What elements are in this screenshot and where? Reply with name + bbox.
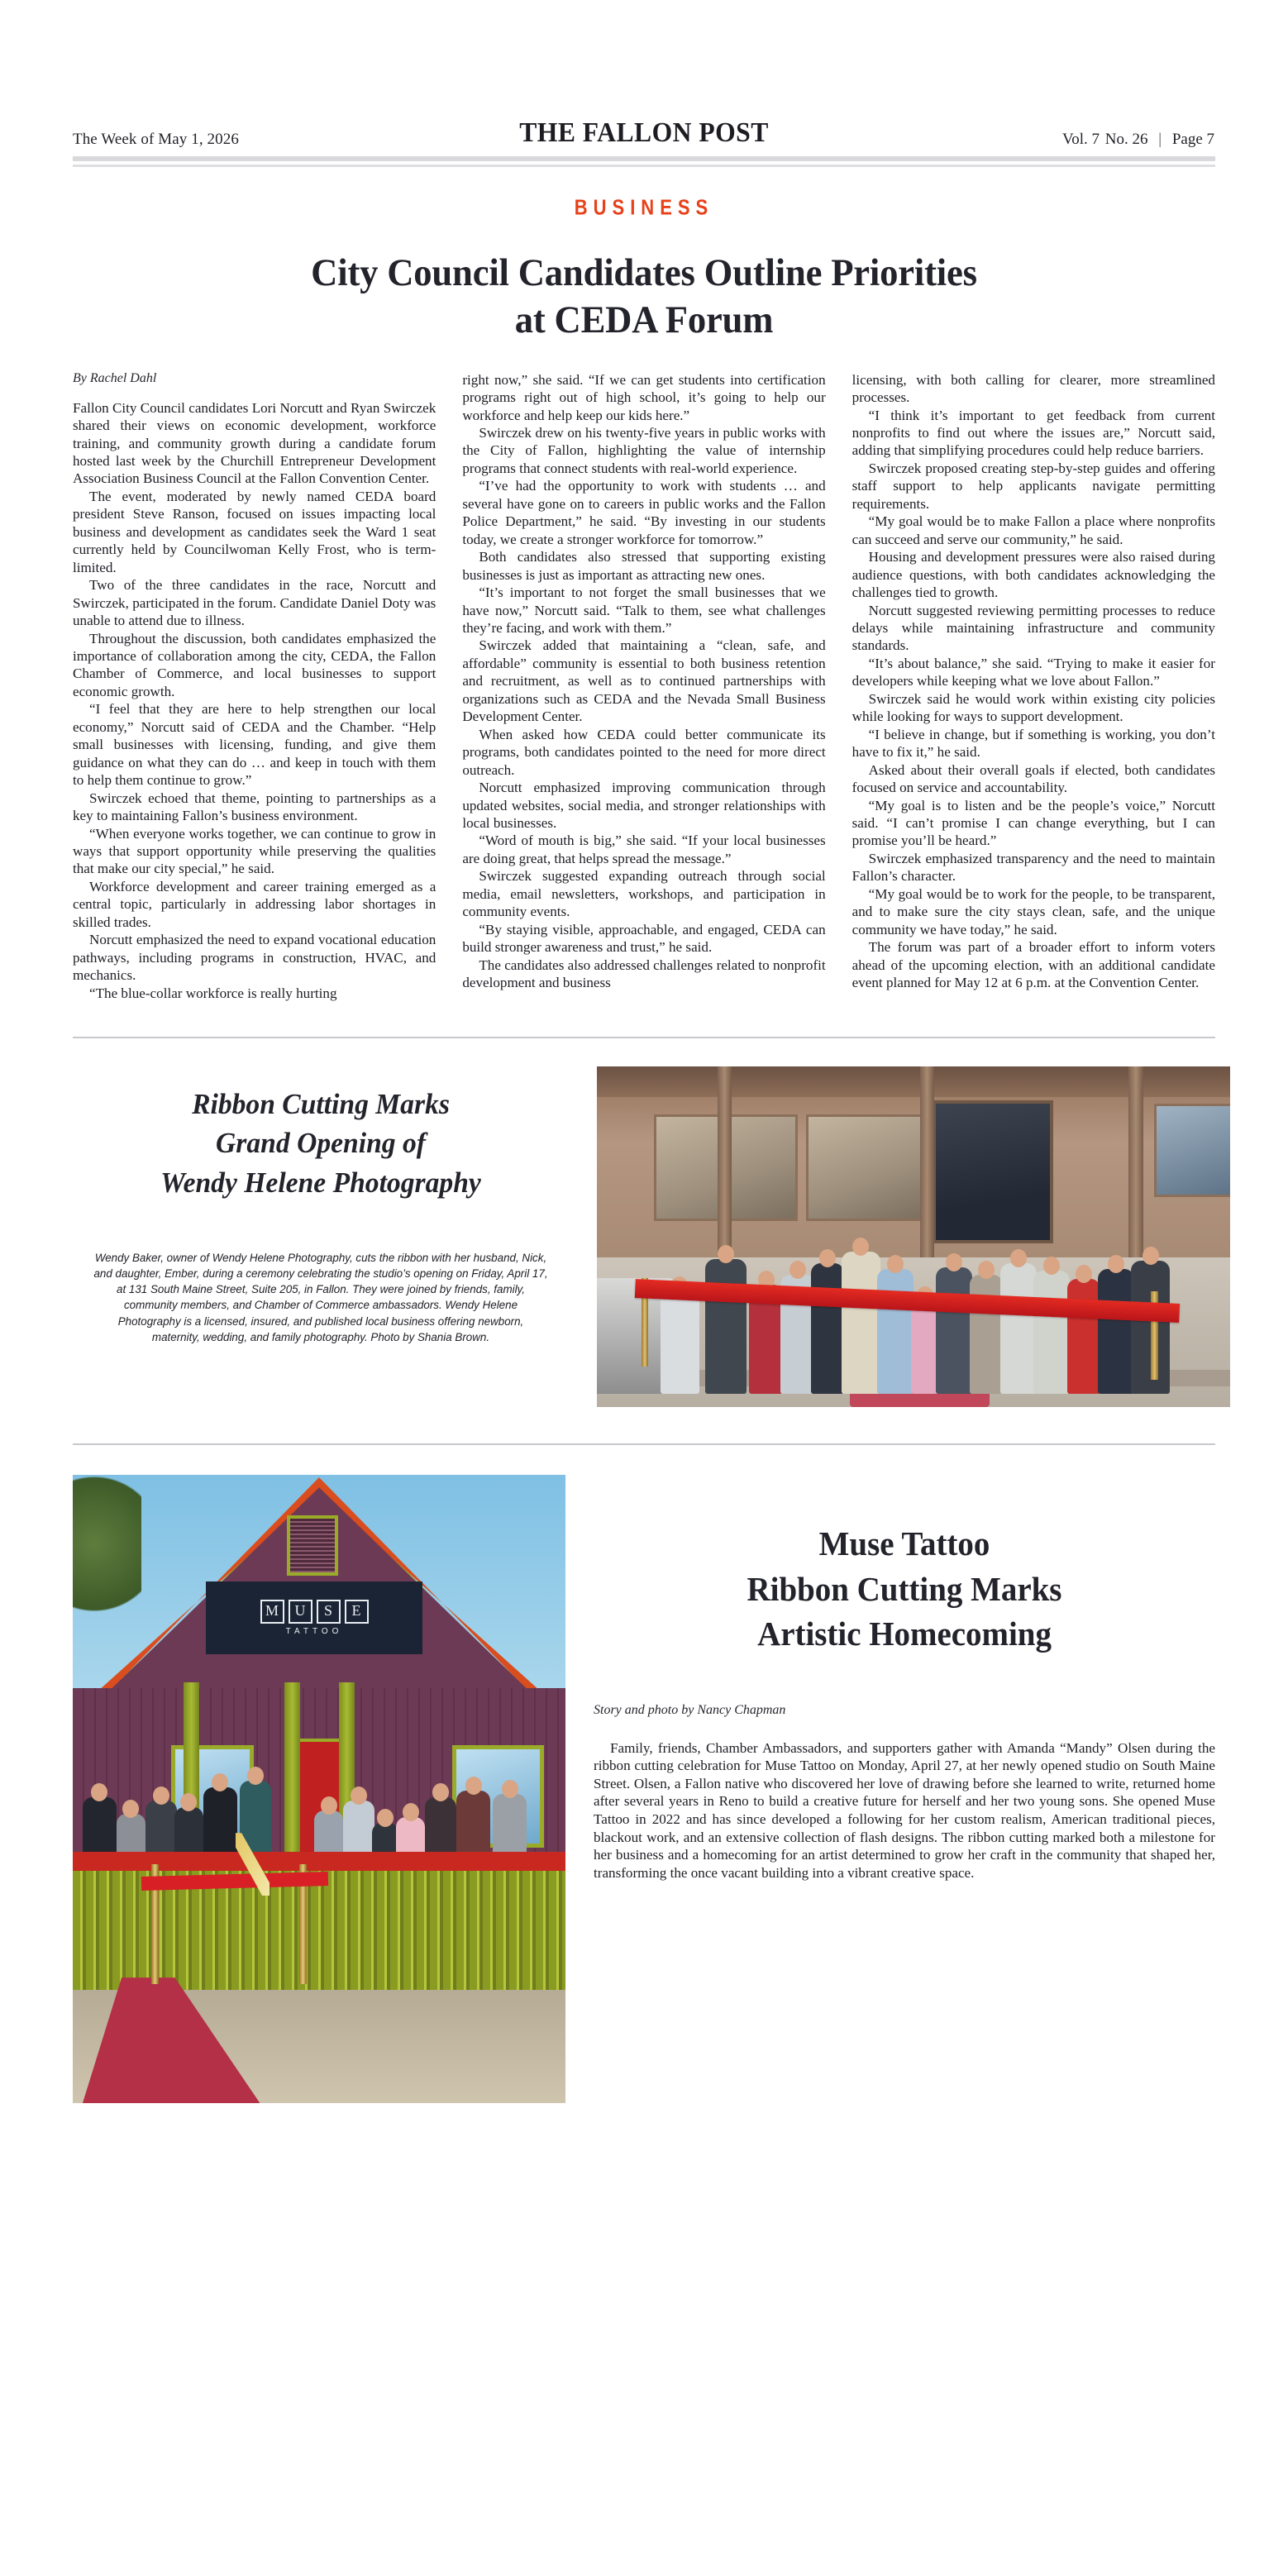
muse-body-paragraph: Family, friends, Chamber Ambassadors, and supporters gather with Amanda “Mandy” Olsen during the ribbon cutting celebration for Muse Tattoo on Monday, April 27, at her newly opened studio on South Maine Street. Olsen, a Fallon native who discovered her love of drawing before she learned to write, returned home after several years in Reno to build a creative future for herself and her two young sons. She opened Muse Tattoo in 2022 and has since developed a following for her custom realism, American traditional pieces, blackout work, and an extensive collection of flash designs. The ribbon cutting marked both a milestone for her business and a homecoming for an artist determined to grow her craft in the community that shaped her, transforming the once vacant building into a vibrant creative space. <box>594 1739 1215 1881</box>
photo-person <box>1067 1279 1100 1394</box>
paragraph: Swirczek drew on his twenty-five years in public works with the City of Fallon, highlighting the value of internship programs that connect students with real-world experience. <box>462 425 826 476</box>
paragraph: Asked about their overall goals if elected, both candidates focused on service and accountability. <box>852 761 1215 796</box>
muse-headline-line-2: Ribbon Cutting Marks <box>747 1569 1062 1608</box>
masthead-rule-thin <box>73 165 1215 167</box>
page-label: Page 7 <box>1171 131 1214 148</box>
main-article-columns <box>73 371 1215 1002</box>
wendy-helene-article <box>73 1066 1215 1407</box>
muse-sign-letter: U <box>289 1600 312 1624</box>
paragraph: “My goal is to listen and be the people’s voice,” Norcutt said. “I can’t promise I can change everything, but I can promise you’ll be heard.” <box>852 797 1215 849</box>
muse-sign-letter: M <box>260 1600 284 1624</box>
paragraph: “Word of mouth is big,” she said. “If your local businesses are doing great, that helps spread the message.” <box>462 832 826 866</box>
article-column-3 <box>852 371 1215 992</box>
photo-person <box>811 1263 844 1394</box>
photo-person <box>970 1275 1003 1393</box>
masthead <box>73 0 1215 149</box>
paragraph: Swirczek suggested expanding outreach through social media, email newsletters, workshops, and participation in community events. <box>462 868 826 920</box>
paragraph: Housing and development pressures were also raised during audience questions, with both candidates acknowledging the challenges tied to growth. <box>852 549 1215 601</box>
main-headline <box>102 250 1187 345</box>
paragraph: Swirczek added that maintaining a “clean, safe, and affordable” community is essential to both business retention and recruitment, as well as to continued partnerships with organizations such as CEDA and the Nevada Small Business Development Center. <box>462 637 826 725</box>
photo-person <box>1033 1271 1070 1393</box>
paragraph: “My goal would be to work for the people, to be transparent, and to make sure the city stays clean, safe, and the unique community we have today,” he said. <box>852 885 1215 937</box>
wendy-headline-line-2: Grand Opening of <box>216 1127 426 1160</box>
volume-label: Vol. 7 <box>1061 131 1100 148</box>
photo-porch-rail <box>73 1852 565 1871</box>
muse-sign-letter: S <box>317 1600 341 1624</box>
photo-person <box>1000 1263 1037 1394</box>
photo-attic-vent <box>287 1515 338 1576</box>
article-column-2 <box>462 371 825 992</box>
muse-headline-line-3: Artistic Homecoming <box>757 1615 1052 1653</box>
photo-window <box>1154 1104 1230 1197</box>
main-byline: By Rachel Dahl <box>73 370 157 385</box>
paragraph: When asked how CEDA could better communicate its programs, both candidates pointed to the need for more direct outreach. <box>462 726 826 778</box>
paragraph: Swirczek said he would work within existing city policies while looking for ways to support development. <box>852 690 1215 725</box>
paragraph: Swirczek echoed that theme, pointing to partnerships as a key to maintaining Fallon’s business environment. <box>73 789 436 824</box>
muse-sign <box>206 1581 422 1653</box>
paragraph: Both candidates also stressed that supporting existing businesses is just as important as attracting new ones. <box>462 549 826 583</box>
paragraph: “I believe in change, but if something is working, you don’t have to fix it,” he said. <box>852 726 1215 761</box>
paragraph: Norcutt emphasized the need to expand vocational education pathways, including programs in construction, HVAC, and mechanics. <box>73 932 436 984</box>
paragraph: The event, moderated by newly named CEDA board president Steve Ranson, focused on issues impacting local business and development as candidates seek the Ward 1 seat currently held by Councilwoman Kelly Frost, who is term-limited. <box>73 488 436 575</box>
wendy-photo-wrap <box>597 1066 1230 1407</box>
wendy-photo-caption: Wendy Baker, owner of Wendy Helene Photography, cuts the ribbon with her husband, Nick, and daughter, Ember, during a ceremony celebrating the studio’s opening on Friday, April 17, at 131 South Maine Street, Suite 205, in Fallon. They were joined by friends, family, community members, and Chamber of Commerce ambassadors. Wendy Helene Photography is a licensed, insured, and published local business offering newborn, maternity, wedding, and family photography. Photo by Shania Brown. <box>93 1251 548 1343</box>
meta-separator: | <box>1158 131 1162 148</box>
paragraph: right now,” she said. “If we can get students into certification programs right out of high school, it’s going to help our workforce and help keep our kids here.” <box>462 371 826 423</box>
paragraph: Swirczek proposed creating step-by-step guides and offering staff support to help applicants navigate permitting requirements. <box>852 460 1215 512</box>
masthead-rule-thick <box>73 156 1215 161</box>
photo-person <box>842 1252 880 1394</box>
main-headline-line-1: City Council Candidates Outline Priorities <box>311 251 977 294</box>
photo-person <box>911 1300 939 1393</box>
paragraph: licensing, with both calling for clearer, more streamlined processes. <box>852 371 1215 406</box>
section-kicker: BUSINESS <box>574 194 714 220</box>
wendy-headline <box>83 1085 559 1202</box>
muse-text-block <box>594 1475 1215 1896</box>
paragraph: Workforce development and career training emerged as a central topic, particularly in addressing labor shortages in skilled trades. <box>73 878 436 930</box>
muse-sign-subtitle: TATTOO <box>285 1626 343 1636</box>
photo-person <box>936 1267 972 1394</box>
paragraph: Norcutt suggested reviewing permitting processes to reduce delays while maintaining infrastructure and community standards. <box>852 602 1215 654</box>
paragraph: Norcutt emphasized improving communication through updated websites, social media, and stronger relationships with local businesses. <box>462 780 826 831</box>
main-headline-line-2: at CEDA Forum <box>514 298 774 342</box>
article-column-1 <box>73 371 436 1002</box>
paragraph: “It’s important to not forget the small businesses that we have now,” Norcutt said. “Talk to them, see what challenges they’re facing, and work with them.” <box>462 584 826 636</box>
muse-tattoo-article <box>73 1475 1215 2103</box>
paragraph: “I feel that they are here to help strengthen our local economy,” Norcutt said of CEDA and the Chamber. “Help small businesses with licensing, funding, and give them guidance on what they can do … and keep in touch with them to help them continue to grow.” <box>73 701 436 789</box>
paragraph: “By staying visible, approachable, and engaged, CEDA can build stronger awareness and trust,” he said. <box>462 921 826 956</box>
paragraph: “It’s about balance,” she said. “Trying to make it easier for developers while keeping what we love about Fallon.” <box>852 655 1215 689</box>
paragraph: “When everyone works together, we can continue to grow in ways that support opportunity while preserving the qualities that make our city special,” he said. <box>73 825 436 877</box>
muse-headline-line-1: Muse Tattoo <box>818 1524 990 1563</box>
paragraph: “I think it’s important to get feedback from current nonprofits to find out where the issues are,” Norcutt said, adding that simplifying procedures could help reduce barriers. <box>852 407 1215 459</box>
paragraph: Fallon City Council candidates Lori Norcutt and Ryan Swirczek shared their views on economic development, workforce training, and community growth during a candidate forum hosted last week by the Churchill Entrepreneur Development Association Business Council at the Fallon Convention Center. <box>73 399 436 487</box>
paragraph: The candidates also addressed challenges related to nonprofit development and business <box>462 956 826 991</box>
photo-person <box>1098 1269 1134 1394</box>
muse-byline: Story and photo by Nancy Chapman <box>594 1702 786 1717</box>
paragraph: Swirczek emphasized transparency and the need to maintain Fallon’s character. <box>852 850 1215 885</box>
photo-person <box>877 1269 914 1394</box>
wendy-text-block <box>73 1066 569 1345</box>
muse-sign-letters <box>260 1600 369 1624</box>
wendy-headline-line-1: Ribbon Cutting Marks <box>192 1088 450 1121</box>
wendy-headline-line-3: Wendy Helene Photography <box>160 1166 481 1199</box>
paragraph: “The blue-collar workforce is really hurting <box>89 985 337 1001</box>
photo-person <box>705 1259 747 1393</box>
paragraph: Two of the three candidates in the race, Norcutt and Swirczek, participated in the forum. Candidate Daniel Doty was unable to attend due to illness. <box>73 577 436 629</box>
paragraph: “My goal would be to make Fallon a place where nonprofits can succeed and serve our community,” he said. <box>852 513 1215 547</box>
muse-headline <box>609 1521 1200 1657</box>
section-divider-1 <box>73 1037 1215 1038</box>
muse-sign-letter: E <box>345 1600 369 1624</box>
paragraph: The forum was part of a broader effort to inform voters ahead of the upcoming election, with an additional candidate event planned for May 12 at 6 p.m. at the Convention Center. <box>852 939 1215 991</box>
photo-person <box>661 1290 699 1393</box>
muse-ribbon-cutting-photo <box>73 1475 565 2103</box>
issue-date: The Week of May 1, 2026 <box>73 131 239 148</box>
section-divider-2 <box>73 1443 1215 1445</box>
number-label: No. 26 <box>1104 131 1148 148</box>
paragraph: Throughout the discussion, both candidates emphasized the importance of collaboration among the city, CEDA, the Fallon Chamber of Commerce, and local businesses to support economic growth. <box>73 630 436 699</box>
publication-title: THE FALLON POST <box>519 117 769 148</box>
wendy-ribbon-cutting-photo <box>597 1066 1230 1407</box>
photo-tree <box>73 1475 141 1625</box>
paragraph: “I’ve had the opportunity to work with students … and several have gone on to careers in public works and the Fallon Police Department,” he said. “By investing in our students today, we create a stronger workforce for tomorrow.” <box>462 478 826 547</box>
muse-photo-wrap <box>73 1475 565 2103</box>
issue-meta <box>967 131 1215 149</box>
